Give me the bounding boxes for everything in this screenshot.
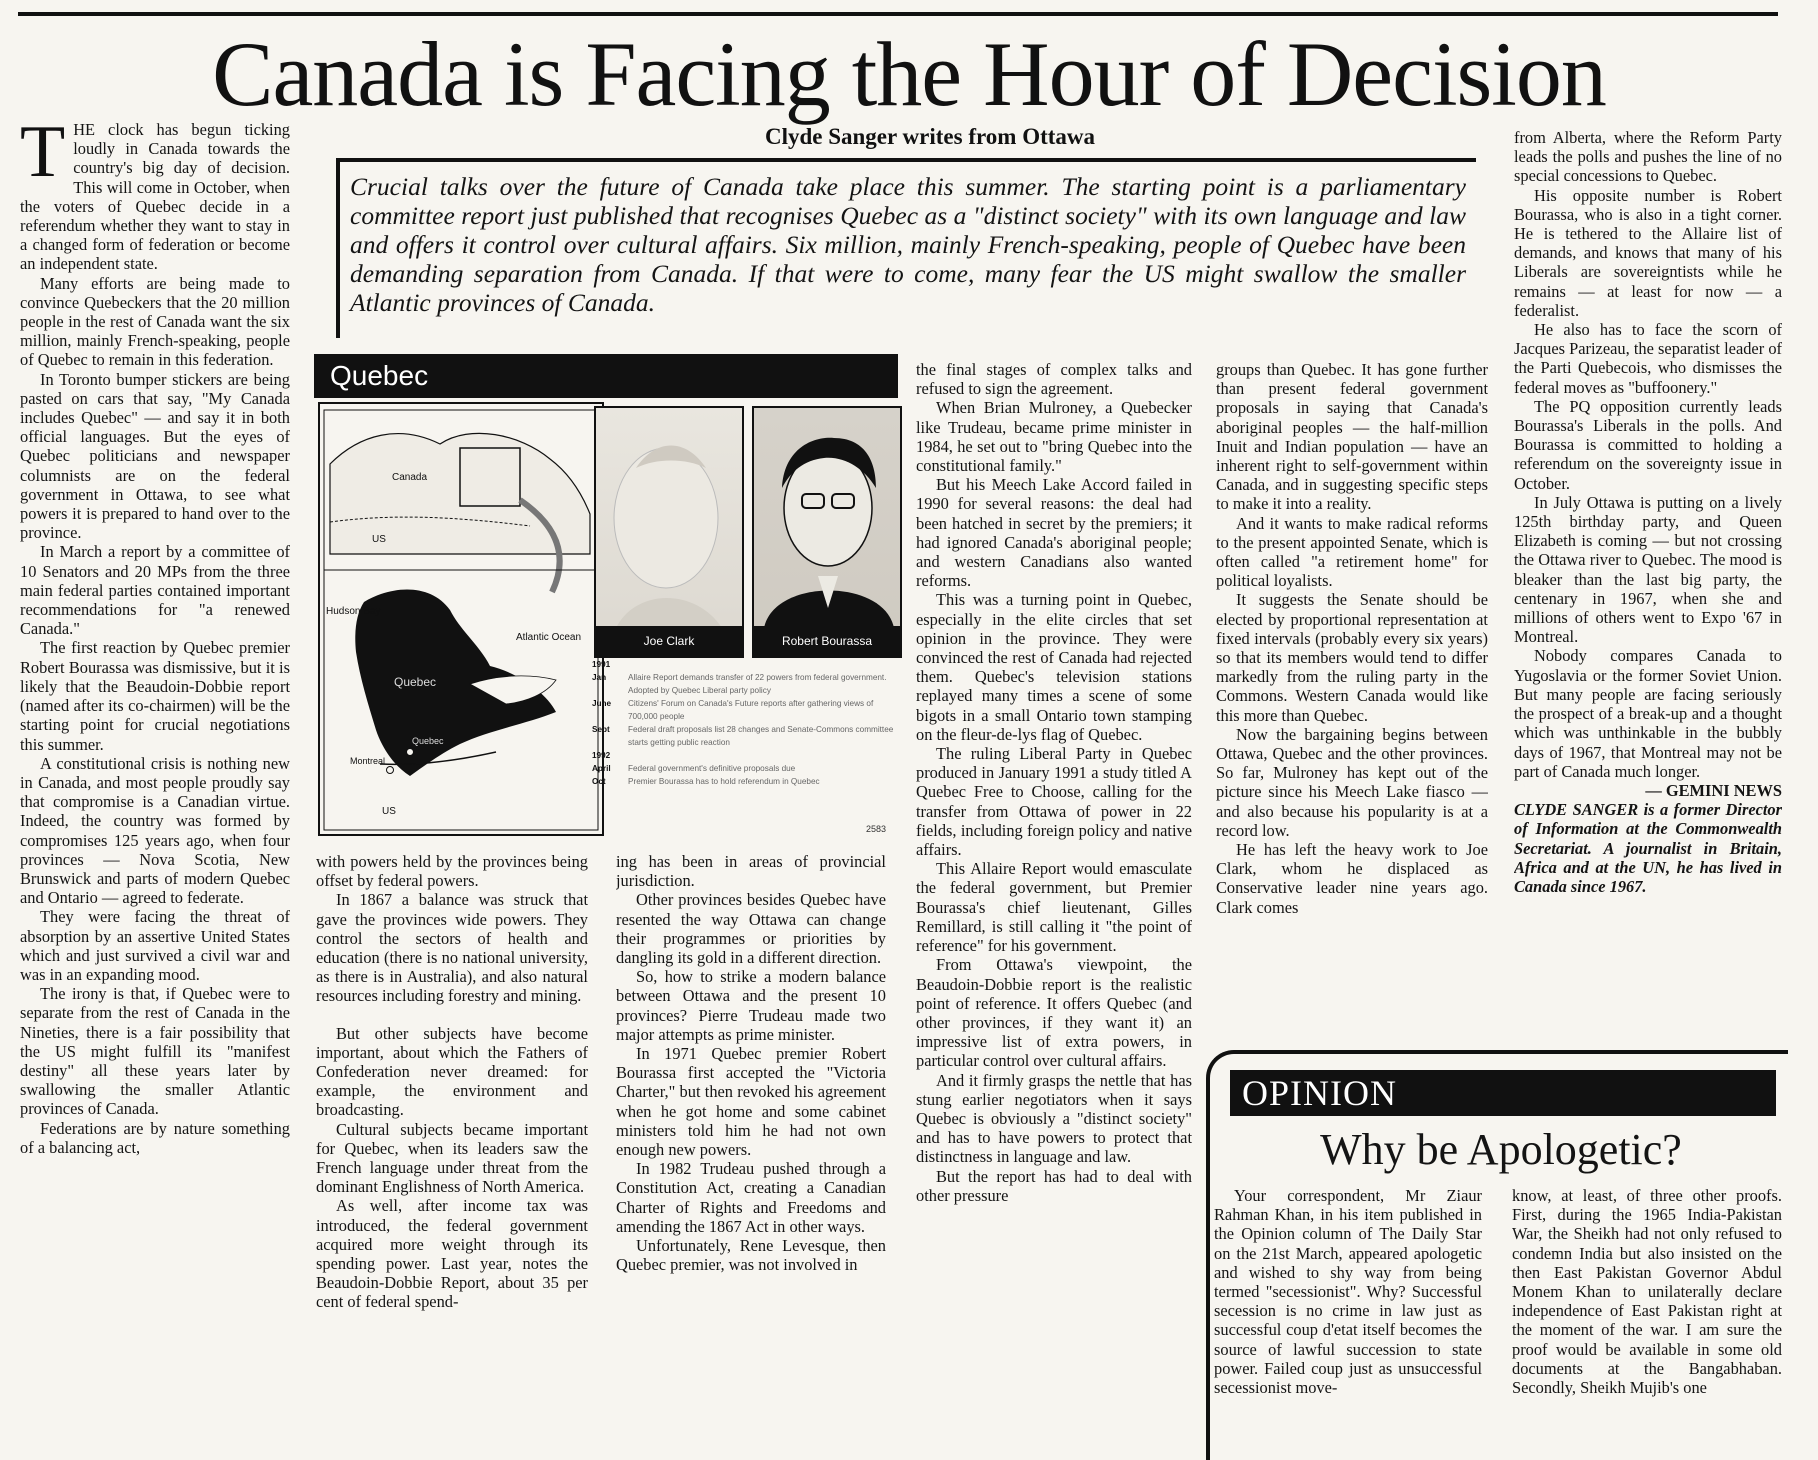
paragraph: It suggests the Senate should be elected by proportional representation at fixed intervals (probably every six years) so that its members would tend to differ markedly from the ruling party in the Commons. Western Canada would like this more than Quebec. — [1216, 590, 1488, 725]
byline: Clyde Sanger writes from Ottawa — [764, 124, 1096, 149]
paragraph: Cultural subjects became important for Quebec, when its leaders saw the French language under threat from the dominant Englishness of North America. — [316, 1119, 588, 1197]
paragraph: A constitutional crisis is nothing new in Canada, and most people proudly say that compromise is a Canadian virtue. Indeed, the country was formed by compromises 125 years ago, when four provinces — Nova Scotia, New Brunswick and parts of modern Quebec and Ontario — agreed to federate. — [20, 753, 290, 908]
map-label: US — [372, 534, 386, 545]
news-agency-credit: — GEMINI NEWS — [1645, 780, 1782, 800]
paragraph: In July Ottawa is putting on a lively 125th birthday party, and Queen Elizabeth is coming — but not crossing the Ottawa river to Quebec. The mood is bleaker than the last big party, the centenary in 1967, when she and millions of others went to Expo '67 in Montreal. — [1514, 492, 1782, 647]
map-label: Montreal — [350, 756, 386, 766]
paragraph: From Ottawa's viewpoint, the Beaudoin-Dobbie report is the realistic point of reference. It offers Quebec (and other provinces, if they want it) an impressive list of extra powers, in particular control over cultural affairs. — [916, 955, 1192, 1071]
paragraph: In 1971 Quebec premier Robert Bourassa first accepted the "Victoria Charter," but then revoked his agreement when he got home and some cabinet ministers told him he had not own enough new powers. — [616, 1044, 886, 1160]
paragraph: know, at least, of three other proofs. First, during the 1965 India-Pakistan War, the Sheikh had not only refused to condemn India but also insisted on the then East Pakistan Governor Abdul Monem Khan to unilaterally declare independence of East Pakistan right at the moment of the war. I am sure the proof would be available in some old documents at the Bangabhaban. Secondly, Sheikh Mujib's one — [1512, 1186, 1782, 1398]
timeline-text: Premier Bourassa has to hold referendum in Quebec — [628, 777, 820, 786]
paragraph: His opposite number is Robert Bourassa, who is also in a tight corner. He is tethered to the Allaire list of demands, and knows that many of his Liberals are sovereigntists while he remains — at least for now — a federalist. — [1514, 185, 1782, 320]
paragraph: They were facing the threat of absorption by an assertive United States which and just survived a civil war and was in an expanding mood. — [20, 907, 290, 984]
face-shape — [614, 448, 718, 588]
photo-caption: Robert Bourassa — [754, 626, 900, 656]
paragraph: Nobody compares Canada to Yugoslavia or the former Soviet Union. But many people are facing seriously the prospect of a break-up and a thought which was unthinkable in the bubbly days of 1967, that Montreal may not be part of Canada much longer. — [1514, 646, 1782, 781]
map-label: US — [382, 806, 396, 817]
paragraph: ing has been in areas of provincial jurisdiction. — [616, 852, 886, 891]
article-column-3 — [616, 852, 886, 1452]
paragraph: groups than Quebec. It has gone further than present federal government proposals in saying that Canada's aboriginal peoples — the half-million Inuit and Indian population — have an inherent right to self-government within Canada, and in suggesting specific steps to make it into a reality. — [1216, 360, 1488, 514]
paragraph: The ruling Liberal Party in Quebec produced in January 1991 a study titled A Quebec Free to Choose, calling for the transfer from Ottawa of power in 22 fields, including foreign policy and native affairs. — [916, 744, 1192, 860]
paragraph: from Alberta, where the Reform Party leads the polls and pushes the line of no special concessions to Quebec. — [1514, 128, 1782, 186]
paragraph: In Toronto bumper stickers are being pasted on cars that say, "My Canada includes Quebec" — and say it in both official languages. But the eyes of Quebec politicians and newspaper columnists are on the federal government in Ottawa, to see what powers it is prepared to hand over to the province. — [20, 369, 290, 543]
portrait-robert-bourassa — [754, 408, 900, 628]
timeline-year-label: 1992 — [592, 751, 611, 760]
author-bio: CLYDE SANGER is a former Director of Information at the Commonwealth Secretariat. A journalist in Britain, Africa and at the UN, he has lived in Canada since 1967. — [1514, 800, 1782, 896]
opinion-column-2 — [1512, 1186, 1782, 1452]
robert-bourassa-photo — [752, 406, 902, 658]
map-graphic — [320, 404, 602, 834]
portrait-joe-clark — [596, 408, 742, 628]
paragraph: He also has to face the scorn of Jacques Parizeau, the separatist leader of the Parti Quebecois, who dismisses the federal moves as "buffoonery." — [1514, 320, 1782, 397]
map-label: Quebec — [412, 736, 444, 746]
paragraph: But the report has had to deal with other pressure — [916, 1166, 1192, 1205]
timeline-text: Federal government's definitive proposals due — [628, 764, 796, 773]
timeline-text: Allaire Report demands transfer of 22 powers from federal government. Adopted by Quebec Liberal party policy — [628, 673, 887, 695]
joe-clark-photo — [594, 406, 744, 658]
paragraph: And it firmly grasps the nettle that has stung earlier negotiators when it says Quebec is obviously a "distinct society" and has to have powers to protect that distinctness in language and law. — [916, 1070, 1192, 1167]
timeline-year — [592, 749, 898, 762]
paragraph: This Allaire Report would emasculate the federal government, but Premier Bourassa's chief lieutenant, Gilles Remillard, is still calling it "the point of reference" for his government. — [916, 859, 1192, 956]
map-label: Hudson Bay — [326, 606, 381, 617]
paragraph: Many efforts are being made to convince Quebeckers that the 20 million people in the rest of Canada want the six million, mainly French-speaking, people of Quebec to remain in this federation. — [20, 273, 290, 370]
paragraph: As well, after income tax was introduced, the federal government acquired more weight through its spending power. Last year, notes the Beaudoin-Dobbie Report, about 35 per cent of federal spend- — [316, 1196, 588, 1312]
paragraph: But his Meech Lake Accord failed in 1990 for several reasons: the deal had been hatched in secret by the premiers; it had ignored Canada's aboriginal people; and western Canadians also wanted reforms. — [916, 475, 1192, 591]
paragraph: In 1982 Trudeau pushed through a Constitution Act, creating a Canadian Charter of Rights and Freedoms and amending the 1867 Act in other ways. — [616, 1159, 886, 1236]
drop-cap: T — [20, 120, 66, 193]
paragraph: When Brian Mulroney, a Quebecker like Trudeau, became prime minister in 1984, he set out to "bring Quebec into the constitutional family." — [916, 398, 1192, 476]
shoulders-shape — [616, 598, 722, 628]
map-label: Quebec — [394, 675, 437, 689]
paragraph: Unfortunately, Rene Levesque, then Quebec premier, was not involved in — [616, 1236, 886, 1275]
paragraph: Your correspondent, Mr Ziaur Rahman Khan, in his item published in the Opinion column of The Daily Star on the 21st March, appeared apologetic and wished to shy way from being termed "secessionist". Why? Successful secession is no crime in law just as successful coup d'etat itself becomes the source of lawful succession to state power. Failed coup just as unsuccessful secessionist move- — [1214, 1186, 1482, 1398]
timeline-text: Citizens' Forum on Canada's Future reports after gathering views of 700,000 people — [628, 699, 874, 721]
paragraph: In March a report by a committee of 10 Senators and 20 MPs from the three main federal parties contained important recommendations for "a renewed Canada." — [20, 542, 290, 639]
timeline — [592, 658, 898, 838]
paragraph: This was a turning point in Quebec, especially in the elite circles that set opinion in the province. They were convinced the rest of Canada had rejected them. Quebec's television stations replayed many times a scene of some bigots in a small Ontario town stamping on the fleur-de-lys flag of Quebec. — [916, 590, 1192, 744]
paragraph: But other subjects have become important, about which the Fathers of Confederation never dreamed: for example, the environment and broadcasting. — [316, 1023, 588, 1120]
map-label: Canada — [392, 472, 428, 483]
paragraph-text: HE clock has begun ticking loudly in Canada towards the country's big day of decision. This will come in October, when the voters of Quebec decide in a referendum whether they want to stay in a changed form of federation or become an independent state. — [20, 120, 290, 274]
timeline-year-label: 1991 — [592, 660, 611, 669]
timeline-entry — [592, 775, 898, 788]
opinion-tag: OPINION — [1230, 1070, 1776, 1116]
timeline-month: Jan — [592, 673, 607, 682]
paragraph: He has left the heavy work to Joe Clark, whom he displaced as Conservative leader nine years ago. Clark comes — [1216, 840, 1488, 917]
opinion-title: Why be Apologetic? — [1320, 1125, 1682, 1174]
paragraph: Federations are by nature something of a balancing act, — [20, 1118, 290, 1157]
timeline-month: April — [592, 764, 611, 773]
timeline-month: June — [592, 699, 612, 708]
article-column-4 — [916, 360, 1192, 1452]
opinion-column-1 — [1214, 1186, 1482, 1452]
article-column-6 — [1514, 128, 1782, 1048]
quebec-map — [318, 402, 604, 836]
graphic-source: 2583 — [865, 824, 886, 834]
quebec-box-title: Quebec — [314, 354, 898, 398]
article-column-2 — [316, 852, 588, 1452]
paragraph: with powers held by the provinces being offset by federal powers. — [316, 852, 588, 891]
timeline-month: Sept — [592, 725, 610, 734]
map-label: Atlantic Ocean — [516, 632, 582, 643]
article-column-5 — [1216, 360, 1488, 1072]
paragraph: In 1867 a balance was struck that gave the provinces wide powers. They control the sectors of health and education (there is no national university, as there is in Australia), and also natural resources including forestry and mining. — [316, 890, 588, 1006]
paragraph: And it wants to make radical reforms to the present appointed Senate, which is often called "a retirement home" for political loyalists. — [1216, 513, 1488, 591]
timeline-entry — [592, 762, 898, 775]
montreal-dot — [387, 767, 394, 774]
quebec-info-box — [314, 354, 898, 842]
paragraph: So, how to strike a modern balance between Ottawa and the present 10 provinces? Pierre Trudeau made two major attempts as prime minister. — [616, 967, 886, 1044]
paragraph: Other provinces besides Quebec have resented the way Ottawa can change their programmes or priorities by dangling its gold in a different direction. — [616, 890, 886, 968]
timeline-year — [592, 658, 898, 671]
standfirst: Crucial talks over the future of Canada take place this summer. The starting point is a parliamentary committee report just published that recognises Quebec as a "distinct society" with its own language and law and offers it control over cultural affairs. Six million, mainly French-speaking, people of Quebec have been demanding separation from Canada. If that were to come, many fear the US might swallow the smaller Atlantic provinces of Canada. — [336, 158, 1476, 338]
article-column-1 — [20, 120, 290, 1452]
paragraph: The first reaction by Quebec premier Robert Bourassa was dismissive, but it is likely that the Beaudoin-Dobbie report (named after its co-chairmen) will be the starting point for crucial negotiations this summer. — [20, 638, 290, 754]
timeline-month: Oct — [592, 777, 606, 786]
paragraph: Now the bargaining begins between Ottawa, Quebec and the other provinces. So far, Mulroney has kept out of the picture since his Meech Lake fiasco — and also because his popularity is at a record low. — [1216, 724, 1488, 840]
timeline-entry — [592, 671, 898, 697]
quebec-city-dot — [407, 749, 414, 756]
timeline-entry — [592, 723, 898, 749]
headline: Canada is Facing the Hour of Decision — [212, 23, 1606, 125]
photo-caption: Joe Clark — [596, 626, 742, 656]
timeline-text: Federal draft proposals list 28 changes and Senate-Commons committee starts getting public reaction — [628, 725, 894, 747]
paragraph: The irony is that, if Quebec were to separate from the rest of Canada in the Nineties, there is a fair possibility that the US might fulfill its "manifest destiny" all these years later by swallowing the smaller Atlantic provinces of Canada. — [20, 984, 290, 1119]
top-rule — [18, 12, 1778, 16]
paragraph — [20, 120, 290, 274]
paragraph: the final stages of complex talks and refused to sign the agreement. — [916, 360, 1192, 399]
paragraph: The PQ opposition currently leads Bourassa's Liberals in the polls. And Bourassa is committed to holding a referendum on the sovereignty issue in October. — [1514, 396, 1782, 493]
timeline-entry — [592, 697, 898, 723]
